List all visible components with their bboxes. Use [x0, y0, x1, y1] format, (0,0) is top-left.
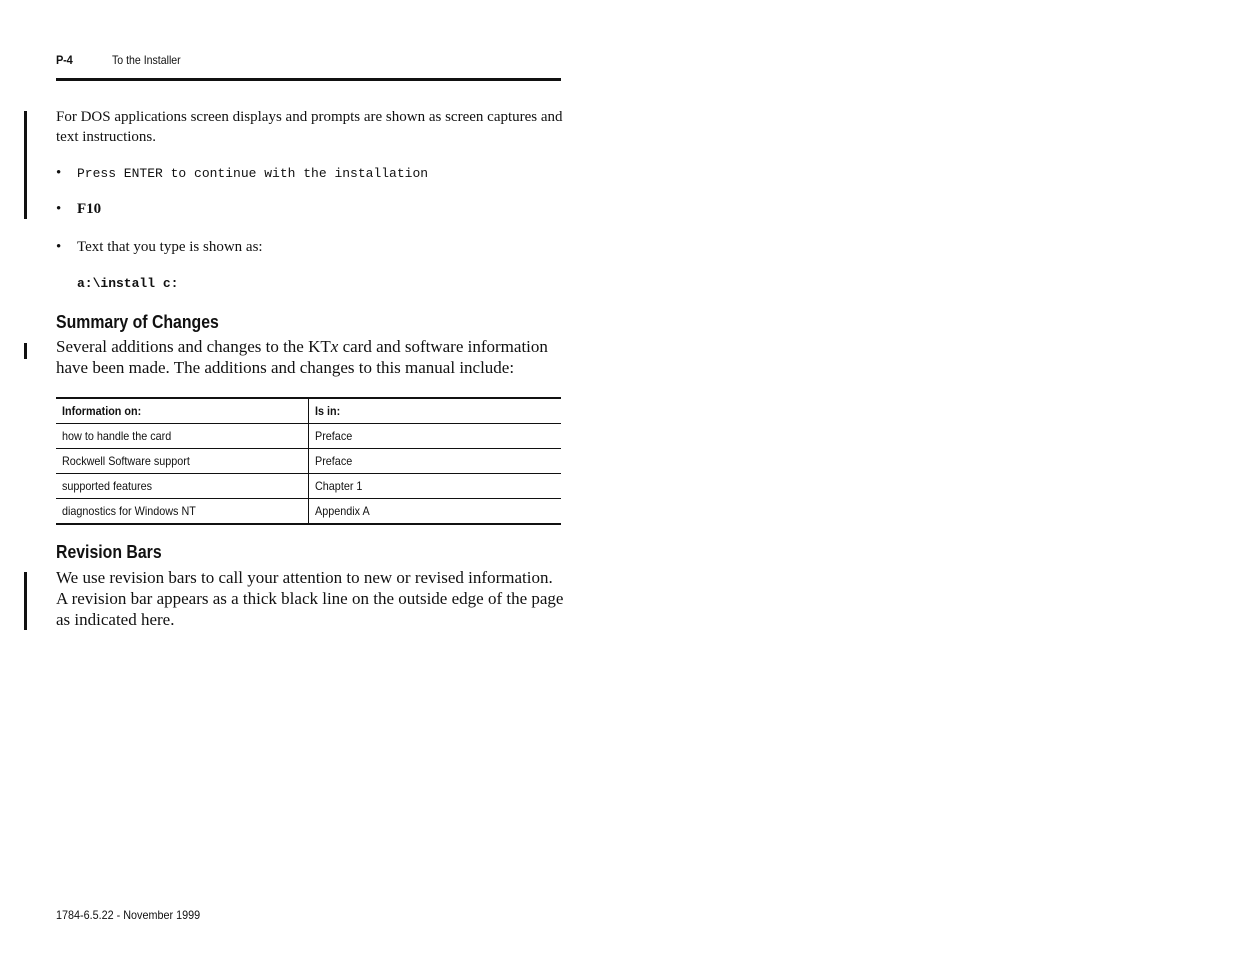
- table-row: [56, 424, 561, 449]
- command-example: a:\install c:: [77, 276, 179, 291]
- table-cell: Preface: [309, 449, 562, 474]
- revision-heading: Revision Bars: [56, 542, 162, 562]
- table-row: [56, 449, 561, 474]
- chapter-title: To the Installer: [112, 53, 181, 67]
- table-header-cell: Information on:: [56, 398, 309, 424]
- revision-bar-summary: [24, 343, 27, 359]
- bullet-typed: • Text that you type is shown as:: [56, 239, 263, 255]
- bullet-prompt: • Press ENTER to continue with the installation: [56, 165, 429, 181]
- typed-label: Text that you type is shown as:: [77, 239, 263, 255]
- key-text: F10: [77, 201, 102, 217]
- revision-bar-intro: [24, 111, 27, 219]
- summary-paragraph: Several additions and changes to the KTx card and software information have been made. The additions and changes to this manual include:: [56, 337, 548, 377]
- table-row: [56, 499, 561, 525]
- intro-paragraph: For DOS applications screen displays and prompts are shown as screen captures and text instructions.: [56, 109, 563, 145]
- table-cell: Rockwell Software support: [56, 449, 309, 474]
- prompt-text: Press ENTER to continue with the installation: [77, 166, 429, 181]
- table-row: [56, 474, 561, 499]
- revision-bar-revision: [24, 572, 27, 630]
- table-header-cell: Is in:: [309, 398, 562, 424]
- revision-paragraph: We use revision bars to call your attention to new or revised information. A revision bar appears as a thick black line on the outside edge of the page as indicated here.: [56, 568, 564, 629]
- table-cell: Chapter 1: [309, 474, 562, 499]
- summary-heading: Summary of Changes: [56, 312, 219, 332]
- table-cell: Preface: [309, 424, 562, 449]
- changes-table: [56, 397, 561, 525]
- table-cell: diagnostics for Windows NT: [56, 499, 309, 525]
- table-cell: how to handle the card: [56, 424, 309, 449]
- table-cell: supported features: [56, 474, 309, 499]
- bullet-key: • F10: [56, 201, 102, 217]
- page-number: P-4: [56, 53, 73, 67]
- footer-publication: 1784-6.5.22 - November 1999: [56, 908, 201, 922]
- running-header: [56, 52, 561, 81]
- table-cell: Appendix A: [315, 504, 370, 518]
- table-header-row: [56, 398, 561, 424]
